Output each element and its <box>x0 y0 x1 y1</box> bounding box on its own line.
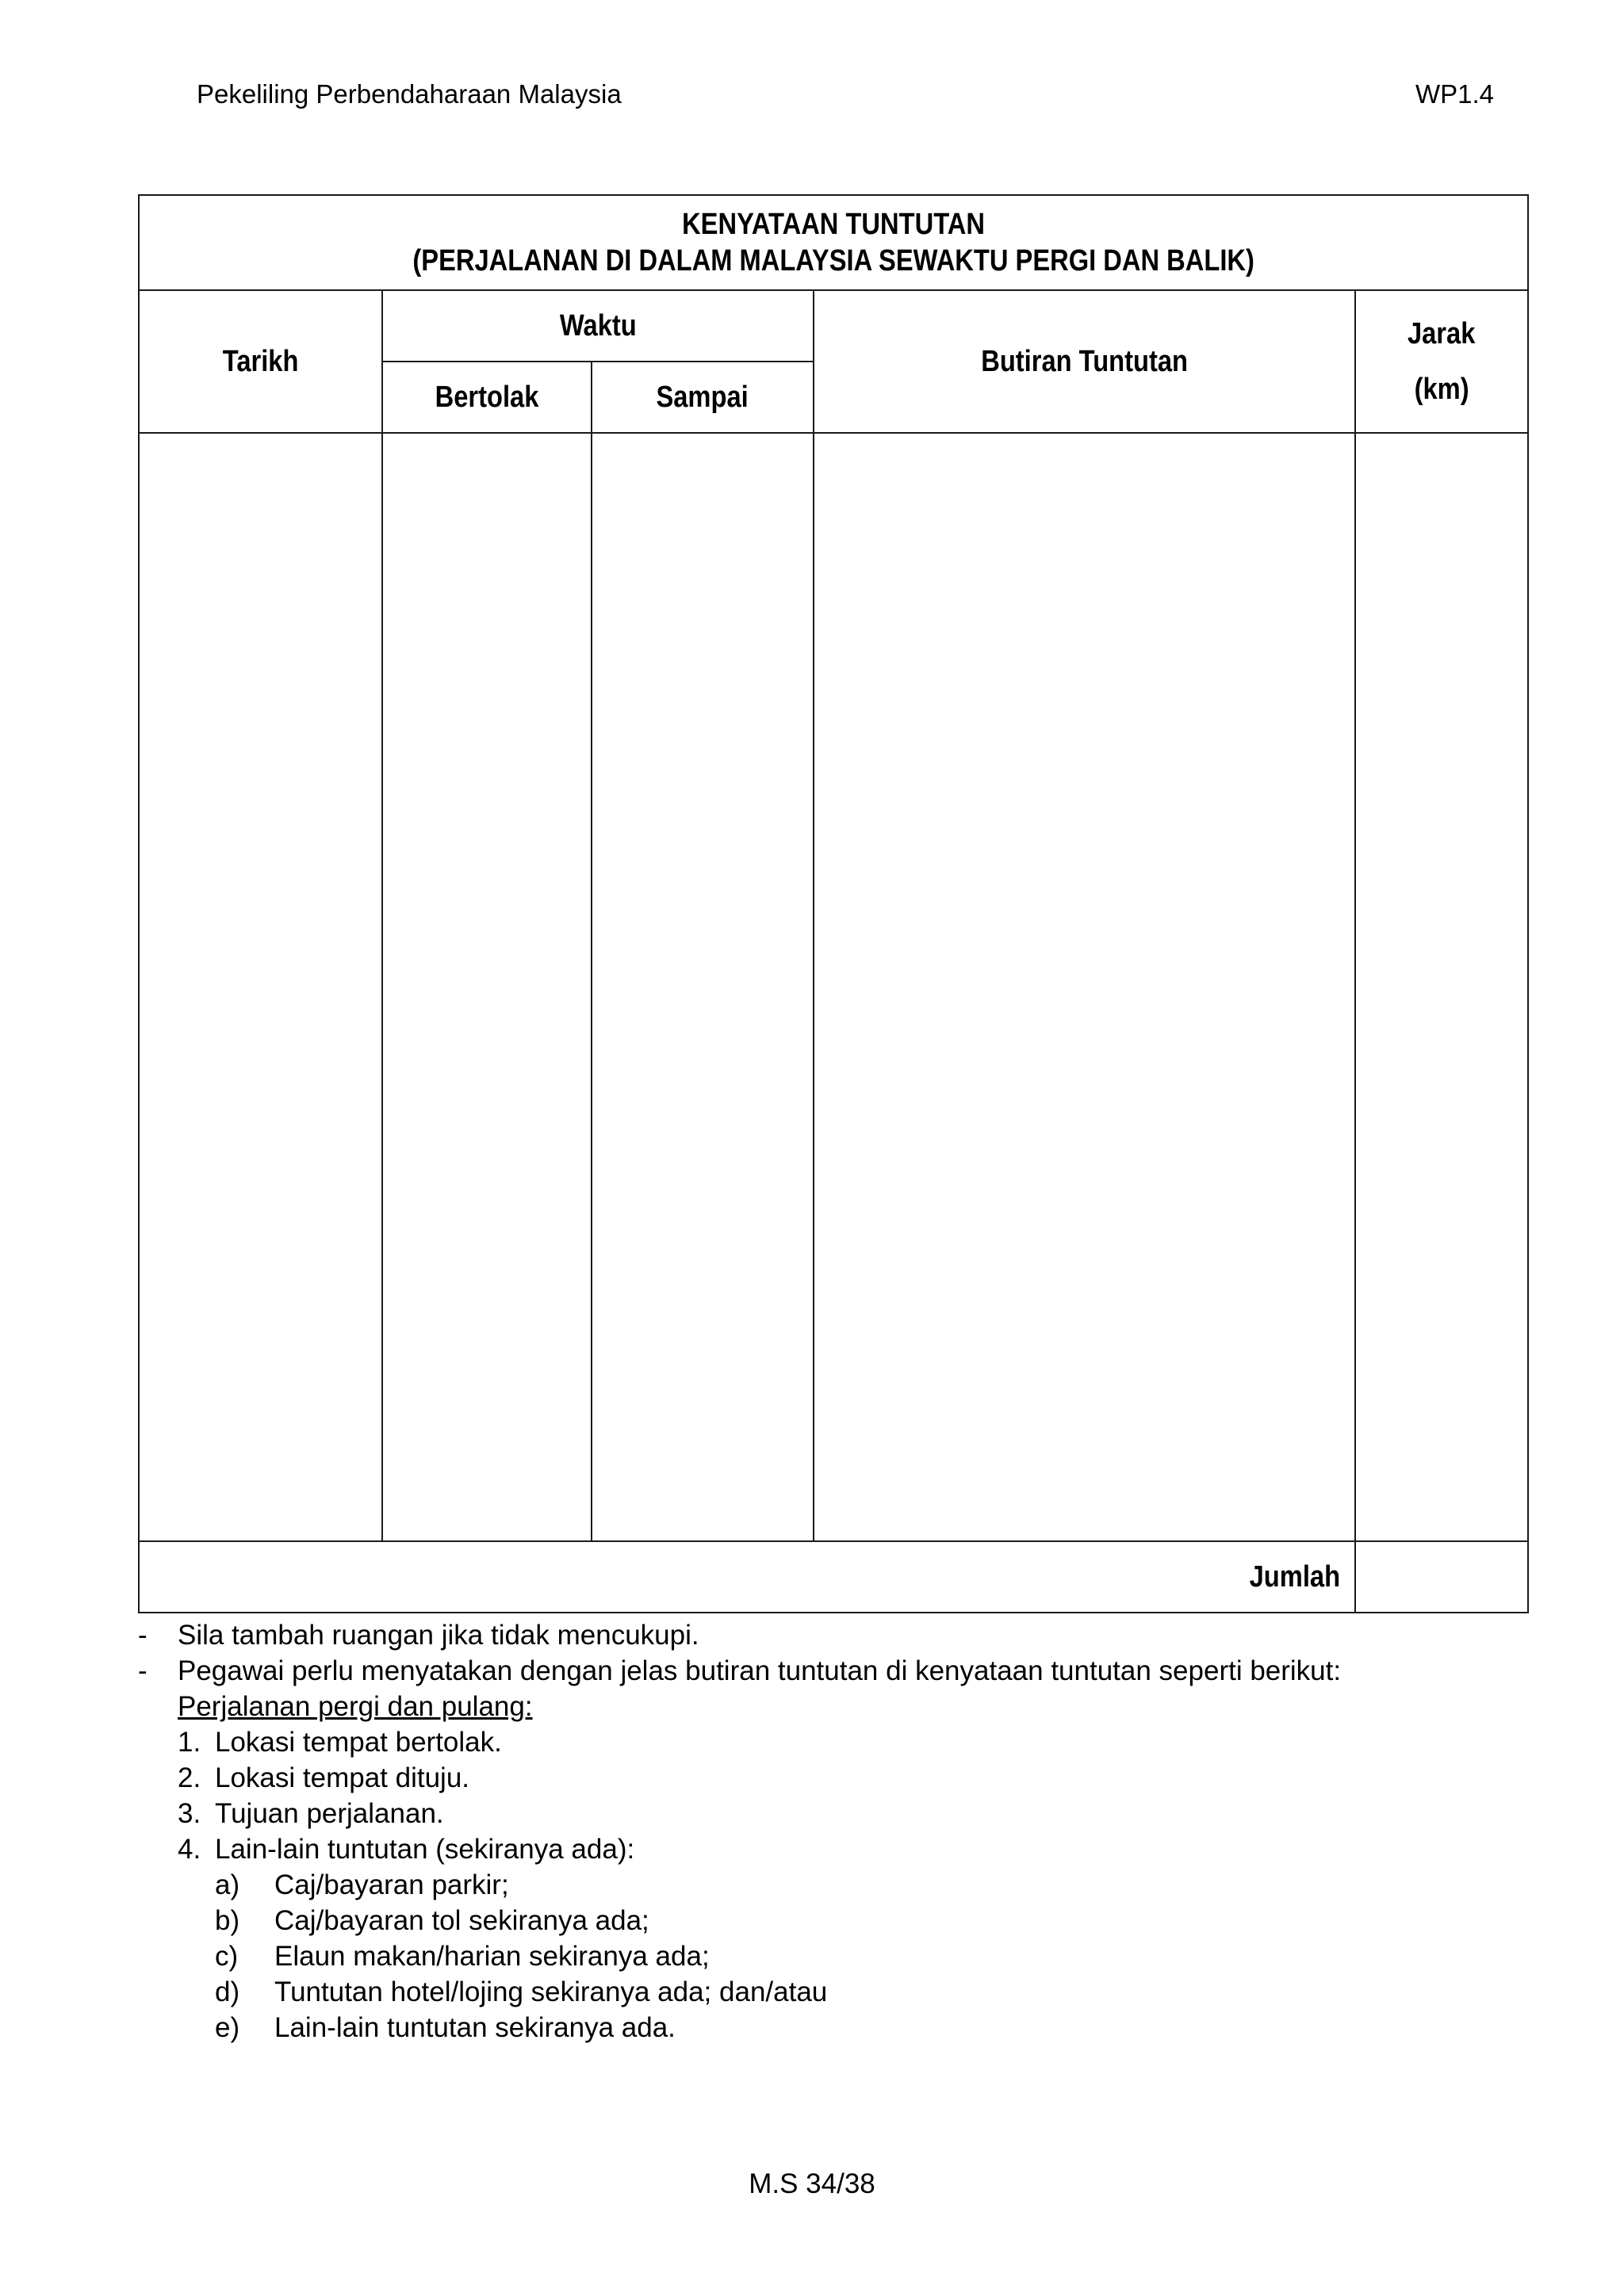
sub-list-item: e) Lain-lain tuntutan sekiranya ada. <box>215 2012 676 2043</box>
sub-list-item: c) Elaun makan/harian sekiranya ada; <box>215 1941 710 1972</box>
form-title-line2: (PERJALANAN DI DALAM MALAYSIA SEWAKTU PERGI DAN BALIK) <box>412 244 1254 277</box>
total-label-cell: Jumlah <box>139 1541 1355 1613</box>
note-item: - Sila tambah ruangan jika tidak mencukupi. <box>138 1617 1486 1653</box>
sub-list-item: a) Caj/bayaran parkir; <box>215 1869 509 1900</box>
list-item: 4. Lain-lain tuntutan (sekiranya ada): <box>178 1834 635 1865</box>
note-text: Pegawai perlu menyatakan dengan jelas butiran tuntutan di kenyataan tuntutan seperti berikut: <box>178 1655 1342 1686</box>
total-value-cell[interactable] <box>1355 1541 1528 1613</box>
instruction-notes <box>138 1617 1486 2045</box>
form-title <box>139 195 1528 290</box>
claim-statement-table <box>138 194 1529 1613</box>
column-header-jarak: Jarak (km) <box>1355 290 1528 433</box>
sampai-entry-cell[interactable] <box>592 433 814 1541</box>
column-header-waktu: Waktu <box>382 290 814 362</box>
note-item: - Pegawai perlu menyatakan dengan jelas butiran tuntutan di kenyataan tuntutan seperti berikut: <box>138 1653 1486 1689</box>
column-header-bertolak: Bertolak <box>382 362 592 433</box>
list-item: 3. Tujuan perjalanan. <box>178 1798 444 1829</box>
sub-list-item: d) Tuntutan hotel/lojing sekiranya ada; dan/atau <box>215 1976 828 2007</box>
column-header-sampai: Sampai <box>592 362 814 433</box>
bertolak-entry-cell[interactable] <box>382 433 592 1541</box>
form-title-line1: KENYATAAN TUNTUTAN <box>682 208 985 241</box>
note-subheading-row <box>138 1689 1486 1724</box>
column-header-butiran: Butiran Tuntutan <box>814 290 1355 433</box>
sub-list-item: b) Caj/bayaran tol sekiranya ada; <box>215 1905 649 1936</box>
tarikh-entry-cell[interactable] <box>139 433 382 1541</box>
list-item: 2. Lokasi tempat dituju. <box>178 1762 470 1793</box>
butiran-entry-cell[interactable] <box>814 433 1355 1541</box>
page-number: M.S 34/38 <box>749 2168 875 2199</box>
document-header-title: Pekeliling Perbendaharaan Malaysia <box>197 79 622 109</box>
jarak-entry-cell[interactable] <box>1355 433 1528 1541</box>
note-subheading: Perjalanan pergi dan pulang: <box>178 1691 533 1722</box>
note-text: Sila tambah ruangan jika tidak mencukupi. <box>178 1620 699 1651</box>
column-header-tarikh: Tarikh <box>139 290 382 433</box>
list-item: 1. Lokasi tempat bertolak. <box>178 1727 502 1758</box>
document-code: WP1.4 <box>1415 79 1494 109</box>
